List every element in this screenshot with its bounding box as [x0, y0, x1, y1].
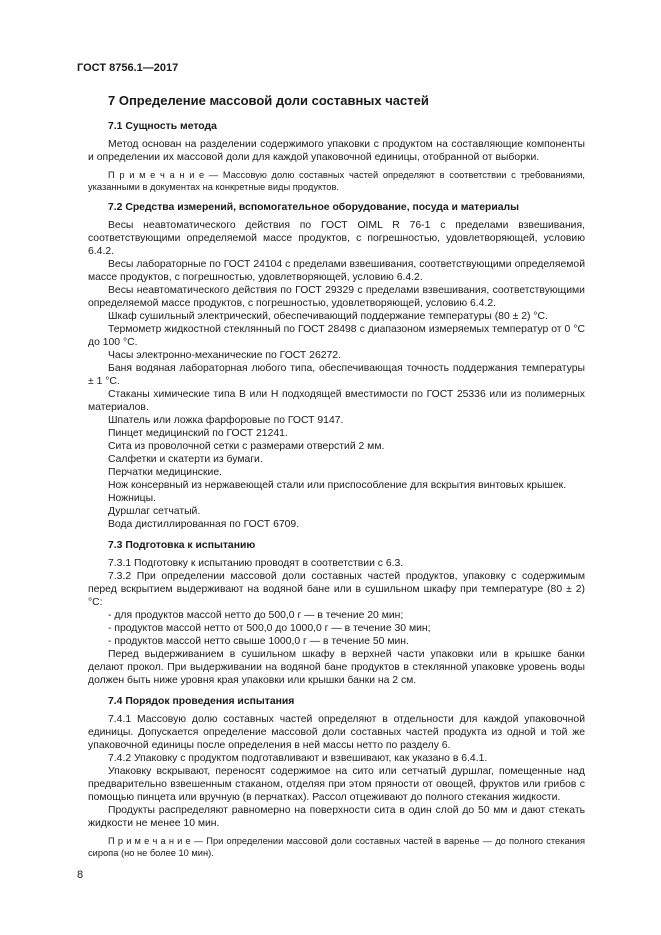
- paragraph: Часы электронно-механические по ГОСТ 26272.: [108, 350, 341, 361]
- page-content: [88, 92, 585, 859]
- paragraph: 7.4.2 Упаковку с продуктом подготавливают и взвешивают, как указано в 6.4.1.: [108, 753, 488, 764]
- document-header: ГОСТ 8756.1—2017: [77, 62, 179, 74]
- subsection-7-1-title: 7.1 Сущность метода: [108, 121, 217, 132]
- paragraph: Весы неавтоматического действия по ГОСТ OIML R 76-1 с пределами взвешивания, соответствующими определяемой массе продуктов, с погрешностью, удовлетворяющей, условию 6.4.2.: [88, 220, 585, 257]
- subsection-7-2-title: 7.2 Средства измерений, вспомогательное оборудование, посуда и материалы: [108, 202, 519, 213]
- paragraph: Термометр жидкостной стеклянный по ГОСТ 28498 с диапазоном измеряемых температур от 0 °С до 100 °С.: [88, 324, 585, 348]
- paragraph: Продукты распределяют равномерно на поверхности сита в один слой до 50 мм и дают стекать жидкости не менее 10 мин.: [88, 805, 585, 829]
- paragraph: 7.4.1 Массовую долю составных частей определяют в отдельности для каждой упаковочной единицы. Допускается определение массовой доли составных частей продукта из одной и той же упаковочной единицы после определения в ней массы нетто по разделу 6.: [88, 714, 585, 751]
- paragraph: Метод основан на разделении содержимого упаковки с продуктом на составляющие компоненты и определении их массовой доли для каждой упаковочной единицы, отобранной от выборки.: [88, 139, 585, 163]
- paragraph: Шкаф сушильный электрический, обеспечивающий поддержание температуры (80 ± 2) °С.: [108, 311, 548, 322]
- note: П р и м е ч а н и е — При определении массовой доли составных частей в варенье — до полного стекания сиропа (но не более 10 мин).: [88, 836, 585, 858]
- paragraph: Стаканы химические типа В или Н подходящей вместимости по ГОСТ 25336 или из полимерных материалов.: [88, 389, 585, 413]
- note: П р и м е ч а н и е — Массовую долю составных частей определяют в соответствии с требованиями, указанными в документах на конкретные виды продуктов.: [88, 170, 585, 192]
- paragraph: Весы лабораторные по ГОСТ 24104 с пределами взвешивания, соответствующими определяемой массе продуктов, с погрешностью, удовлетворяющей, условию 6.4.2.: [88, 259, 585, 283]
- list-item: - продуктов массой нетто свыше 1000,0 г — в течение 50 мин.: [108, 636, 409, 647]
- paragraph: Сита из проволочной сетки с размерами отверстий 2 мм.: [108, 441, 385, 452]
- subsection-7-3-title: 7.3 Подготовка к испытанию: [108, 540, 256, 551]
- paragraph: Пинцет медицинский по ГОСТ 21241.: [108, 428, 288, 439]
- paragraph: 7.3.2 При определении массовой доли составных частей продуктов, упаковку с содержимым перед вскрытием выдерживают на водяной бане или в сушильном шкафу при температуре (80 ± 2) °С:: [88, 571, 585, 608]
- paragraph: Упаковку вскрывают, переносят содержимое на сито или сетчатый дуршлаг, помещенные над предварительно взвешенным стаканом, отделяя при этом пряности от овощей, фруктов или грибов с помощью пинцета или вручную (в перчатках). Рассол отцеживают до полного стекания жидкости.: [88, 766, 585, 803]
- paragraph: Перчатки медицинские.: [108, 467, 223, 478]
- list-item: - продуктов массой нетто от 500,0 до 1000,0 г — в течение 30 мин;: [108, 623, 431, 634]
- paragraph: Баня водяная лабораторная любого типа, обеспечивающая точность поддержания температуры ± 1 °С.: [88, 363, 585, 387]
- section-title: 7 Определение массовой доли составных частей: [108, 93, 429, 108]
- paragraph: Ножницы.: [108, 493, 156, 504]
- paragraph: Нож консервный из нержавеющей стали или приспособление для вскрытия винтовых крышек.: [108, 480, 567, 491]
- paragraph: Вода дистиллированная по ГОСТ 6709.: [108, 519, 300, 530]
- page-number: 8: [77, 869, 84, 881]
- paragraph: Шпатель или ложка фарфоровые по ГОСТ 9147.: [108, 415, 344, 426]
- subsection-7-4-title: 7.4 Порядок проведения испытания: [108, 696, 295, 707]
- paragraph: Перед выдерживанием в сушильном шкафу в верхней части упаковки или в крышке банки делают прокол. При выдерживании на водяной бане продуктов в стеклянной упаковке уровень воды должен быть ниже уровня края упаковки или крышки банки на 2 см.: [88, 649, 585, 686]
- list-item: - для продуктов массой нетто до 500,0 г — в течение 20 мин;: [108, 610, 404, 621]
- paragraph: Дуршлаг сетчатый.: [108, 506, 201, 517]
- paragraph: Весы неавтоматического действия по ГОСТ 29329 с пределами взвешивания, соответствующими определяемой массе продуктов, с погрешностью, удовлетворяющей, условию 6.4.2.: [88, 285, 585, 309]
- paragraph: Салфетки и скатерти из бумаги.: [108, 454, 263, 465]
- paragraph: 7.3.1 Подготовку к испытанию проводят в соответствии с 6.3.: [108, 558, 404, 569]
